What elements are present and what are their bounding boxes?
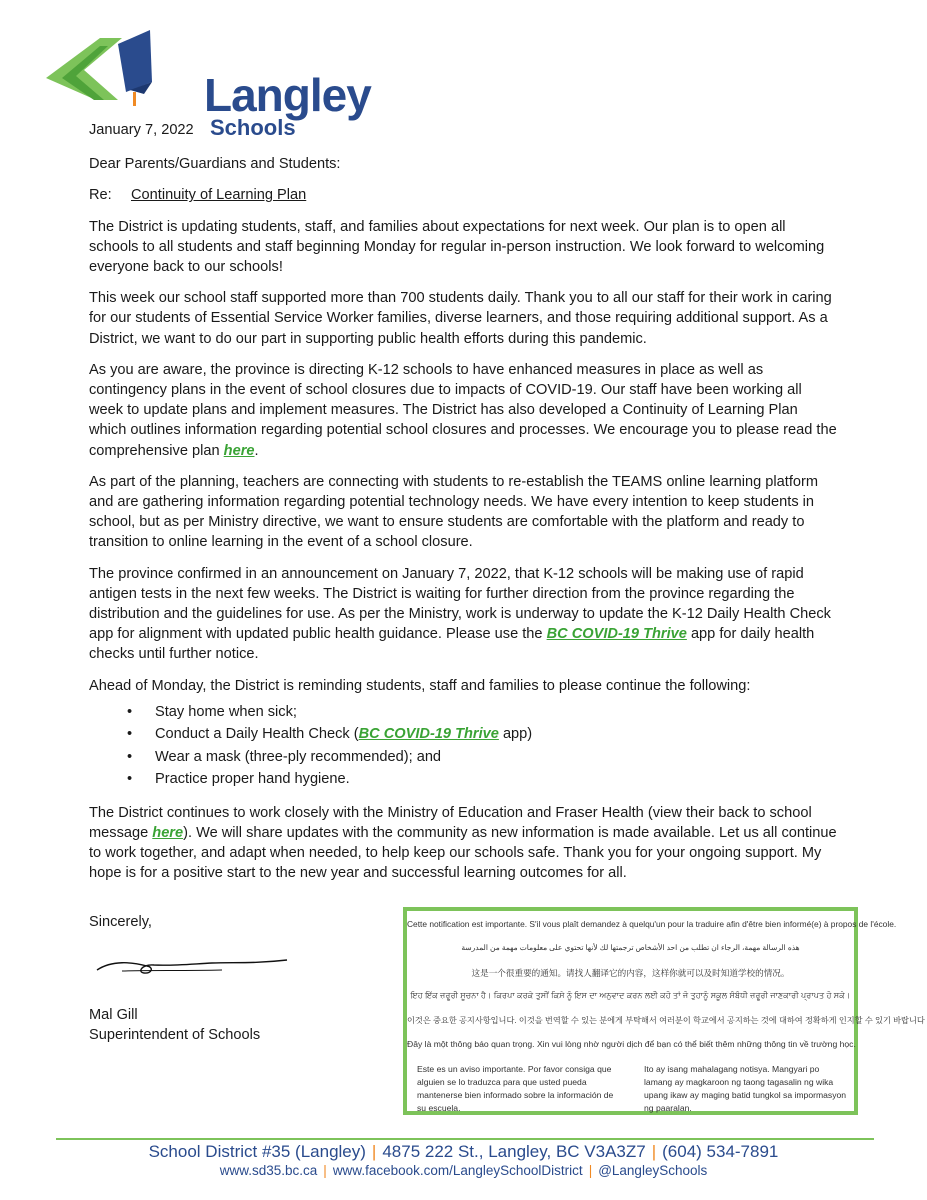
letter-body — [89, 115, 837, 895]
footer-contact: School District #35 (Langley) | 4875 222 St., Langley, BC V3A3Z7 | (604) 534-7891 — [148, 1142, 779, 1161]
paragraph-1: The District is updating students, staff, and families about expectations for next week. Our plan is to open all schools to all students and staff beginning Monday for regular in-person instruction. We look forward to welcoming everyone back to our schools! — [89, 218, 825, 276]
salutation: Dear Parents/Guardians and Students: — [89, 156, 341, 173]
paragraph-2: This week our school staff supported more than 700 students daily. Thank you to all our staff for their work in caring for our students of Essential Service Worker families, diverse learners, and those requiring additional support. As a District, we want to do our part in supporting public health efforts during this pandemic. — [89, 290, 832, 347]
message-here-link[interactable]: here — [152, 825, 184, 842]
footer-phone: (604) 534-7891 — [662, 1142, 779, 1161]
logo-mark-icon — [44, 30, 199, 110]
notice-chinese: 这是一个很重要的通知。请找人翻译它的内容，这样你就可以及时知道学校的情况。 — [471, 968, 790, 978]
letter-date: January 7, 2022 — [89, 122, 194, 138]
notice-vietnamese: Đây là một thông báo quan trọng. Xin vui lòng nhờ người dịch để bạn có thể biết thêm những thông tin về trường học. — [407, 1039, 856, 1049]
list-item: • Wear a mask (three-ply recommended); and — [89, 746, 837, 769]
logo-wordmark: Langley — [204, 69, 371, 121]
paragraph-3: As you are aware, the province is directing K-12 schools to have enhanced measures in place as well as contingency plans in the event of school closures due to impacts of COVID-19. Our staff have been working all week to update plans and implement measures. The District has also developed a Continuity of Learning Plan which outlines information regarding potential school closures and processes. We encourage you to please read the comprehensive plan here. — [89, 361, 837, 459]
list-item: • Practice proper hand hygiene. — [89, 768, 837, 791]
paragraph-5: The province confirmed in an announcement on January 7, 2022, that K-12 schools will be making use of rapid antigen tests in the next few weeks. The District is waiting for further direction from the province regarding the distribution and the guidelines for use. As per the Ministry, work is underway to update the K-12 Daily Health Check app for alignment with updated public health guidance. Please use the BC COVID-19 Thrive app for daily health checks until further notice. — [89, 565, 831, 663]
notice-tagalog: Ito ay isang mahalagang notisya. Mangyari po lamang ay magkaroon ng taong tagasalin ng wika upang ikaw ay maging batid tungkol sa impormasyon ng paaralan. — [644, 1064, 847, 1113]
footer-address: 4875 222 St., Langley, BC V3A3Z7 — [382, 1142, 646, 1161]
footer-facebook-link[interactable]: www.facebook.com/LangleySchoolDistrict — [332, 1163, 583, 1178]
plan-here-link[interactable]: here — [223, 442, 255, 459]
translation-notice-box — [403, 907, 925, 1115]
reminder-list — [89, 701, 837, 791]
notice-arabic: هذه الرسالة مهمة، الرجاء ان تطلب من احد الأشخاص ترجمتها لك لأنها تحتوي على معلومات مهمة من المدرسة — [461, 943, 800, 952]
paragraph-6: Ahead of Monday, the District is reminding students, staff and families to please continue the following: — [89, 677, 751, 694]
paragraph-7: The District continues to work closely with the Ministry of Education and Fraser Health (view their back to school message here). We will share updates with the community as new information is made available. Let us all continue to work together, and adapt when needed, to help keep our schools safe. Thank you for your ongoing support. My hope is for a positive start to the new year and successful learning outcomes for all. — [89, 804, 837, 882]
notice-spanish: Este es un aviso importante. Por favor consiga que alguien se lo traduzca para que usted pueda mantenerse bien informado sobre la información de su escuela. — [417, 1064, 614, 1113]
signature-icon — [92, 940, 292, 990]
notice-punjabi: ਇਹ ਇੱਕ ਜ਼ਰੂਰੀ ਸੂਚਨਾ ਹੈ। ਕਿਰਪਾ ਕਰਕੇ ਤੁਸੀਂ ਕਿਸੇ ਨੂੰ ਇਸ ਦਾ ਅਨੁਵਾਦ ਕਰਨ ਲਈ ਕਹੋ ਤਾਂ ਜੋ ਤੁਹਾਨੂੰ ਸਕੂਲ ਸੰਬੰਧੀ ਜ਼ਰੂਰੀ ਜਾਣਕਾਰੀ ਪ੍ਰਾਪਤ ਹੋ ਸਕੇ। — [410, 991, 851, 1000]
signer — [89, 1005, 260, 1045]
re-subject: Continuity of Learning Plan — [131, 187, 307, 204]
footer-district: School District #35 (Langley) — [148, 1142, 366, 1161]
notice-french: Cette notification est importante. S'il vous plaît demandez à quelqu'un pour la traduire afin d'être bien informé(e) à propos de l'école. — [407, 919, 897, 929]
paragraph-4: As part of the planning, teachers are connecting with students to re-establish the TEAMS online learning platform and are gathering information regarding potential technology needs. We have every intention to keep students in school, but as per Ministry directive, we want to ensure students are comfortable with the platform and ready to transition to online learning in the event of a school closure. — [89, 473, 819, 551]
re-line — [89, 185, 837, 205]
thrive-app-link-2[interactable]: BC COVID-19 Thrive — [358, 726, 499, 743]
list-item: • Stay home when sick; — [89, 701, 837, 724]
notice-korean: 이것은 중요한 공지사항입니다. 이것을 번역할 수 있는 분에게 부탁해서 여러분이 학교에서 공지하는 것에 대하여 정확하게 인지할 수 있기 바랍니다 — [407, 1016, 925, 1025]
signer-title: Superintendent of Schools — [89, 1027, 261, 1043]
footer-divider — [56, 1138, 874, 1140]
thrive-app-link[interactable]: BC COVID-19 Thrive — [546, 626, 687, 643]
signer-name: Mal Gill — [89, 1007, 138, 1023]
footer-twitter-link[interactable]: @LangleySchools — [598, 1163, 708, 1178]
footer-website-link[interactable]: www.sd35.bc.ca — [219, 1163, 318, 1178]
re-label: Re: — [89, 187, 112, 204]
footer-links: www.sd35.bc.ca | www.facebook.com/LangleySchoolDistrict | @LangleySchools — [219, 1163, 708, 1178]
list-item: • Conduct a Daily Health Check (BC COVID-19 Thrive app) — [89, 723, 837, 746]
logo-subtitle: Schools — [210, 115, 296, 140]
closing: Sincerely, — [89, 914, 152, 930]
